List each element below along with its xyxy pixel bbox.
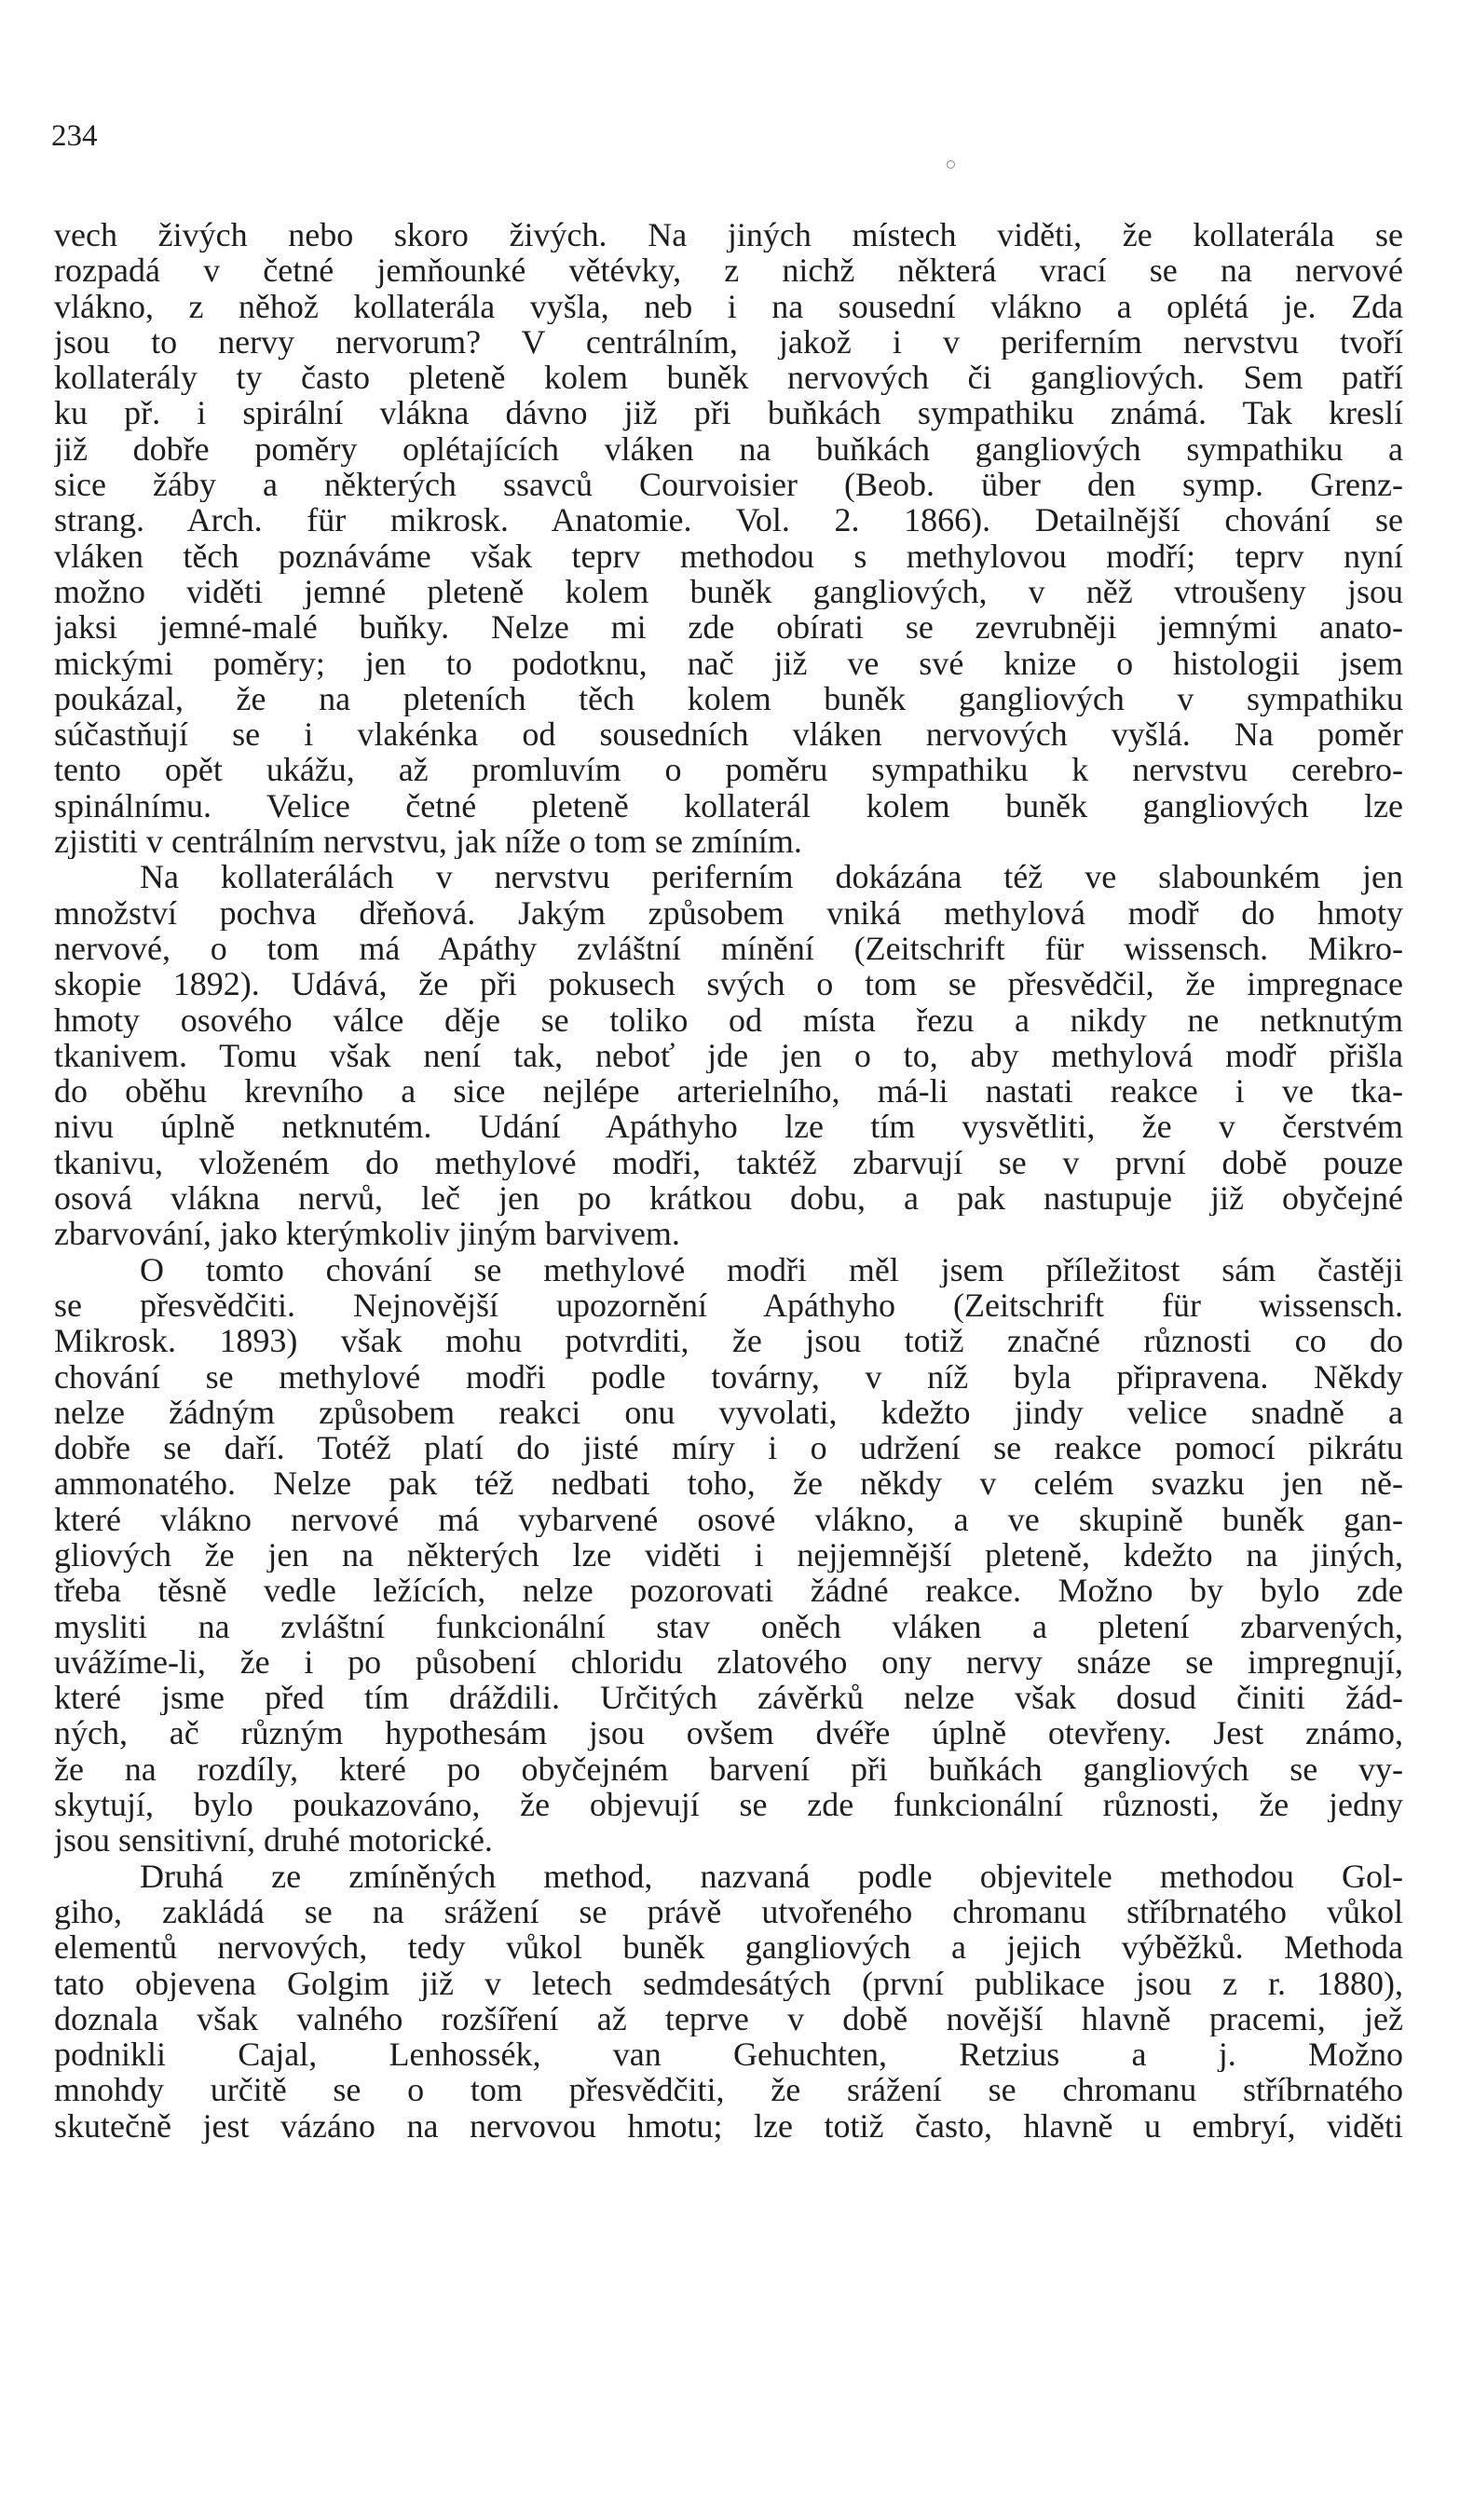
text-line: Mikrosk. 1893) však mohu potvrditi, že jsou totiž značné různosti co do [54,1323,1403,1359]
text-line: třeba těsně vedle ležících, nelze pozorovati žádné reakce. Možno by bylo zde [54,1573,1403,1609]
text-line: které vlákno nervové má vybarvené osové vlákno, a ve skupině buněk gan- [54,1501,1403,1537]
text-line: které jsme před tím dráždili. Určitých závěrků nelze však dosud činiti žád- [54,1680,1403,1716]
text-line: dobře se daří. Totéž platí do jisté míry i o udržení se reakce pomocí pikrátu [54,1430,1403,1466]
text-line: podnikli Cajal, Lenhossék, van Gehuchten, Retzius a j. Možno [54,2036,1403,2073]
text-line: nelze žádným způsobem reakci onu vyvolati, kdežto jindy velice snadně a [54,1394,1403,1431]
text-line: strang. Arch. für mikrosk. Anatomie. Vol. 2. 1866). Detailnější chování se [54,502,1403,538]
text-line: zjistiti v centrálním nervstvu, jak níže o tom se zmíním. [54,824,802,860]
text-line: mnohdy určitě se o tom přesvědčiti, že srážení se chromanu stříbrnatého [54,2072,1403,2108]
text-line: tato objevena Golgim již v letech sedmdesátých (první publikace jsou z r. 1880), [54,1965,1403,2001]
text-line: ných, ač různým hypothesám jsou ovšem dvéře úplně otevřeny. Jest známo, [54,1715,1403,1751]
text-line: množství pochva dřeňová. Jakým způsobem vniká methylová modř do hmoty [54,894,1403,931]
text-line: zbarvování, jako kterýmkoliv jiným barvivem. [54,1216,680,1252]
text-line: vláken těch poznáváme však teprv methodou s methylovou modří; teprv nyní [54,538,1403,574]
text-line: kollaterály ty často pleteně kolem buněk nervových či gangliových. Sem patří [54,360,1403,396]
text-line: do oběhu krevního a sice nejlépe arterielního, má-li nastati reakce i ve tka- [54,1073,1403,1110]
text-line: tento opět ukážu, až promluvím o poměru sympathiku k nervstvu cerebro- [54,752,1403,788]
text-line: nivu úplně netknutém. Udání Apáthyho lze tím vysvětliti, že v čerstvém [54,1109,1403,1145]
text-line: uvážíme-li, že i po působení chloridu zlatového ony nervy snáze se impregnují, [54,1643,1403,1681]
text-line: giho, zakládá se na srážení se právě utvořeného chromanu stříbrnatého vůkol [54,1893,1403,1930]
text-line: Na kollaterálách v nervstvu periferním dokázána též ve slabounkém jen [140,859,1403,895]
text-line: ku př. i spirální vlákna dávno již při buňkách sympathiku známá. Tak kreslí [54,395,1403,431]
text-line: mysliti na zvláštní funkcionální stav oněch vláken a pletení zbarvených, [54,1608,1403,1644]
page-number: 234 [51,119,98,153]
text-line: tkanivem. Tomu však není tak, neboť jde jen o to, aby methylová modř přišla [54,1037,1403,1074]
print-speck [947,160,955,169]
text-line: mickými poměry; jen to podotknu, nač již ve své knize o histologii jsem [54,645,1403,681]
text-line: sice žáby a některých ssavců Courvoisier (Beob. über den symp. Grenz- [54,467,1403,503]
text-line: se přesvědčiti. Nejnovější upozornění Apáthyho (Zeitschrift für wissensch. [54,1287,1403,1324]
text-line: skopie 1892). Udává, že při pokusech svých o tom se přesvědčil, že impregnace [54,966,1403,1002]
text-line: skutečně jest vázáno na nervovou hmotu; lze totiž často, hlavně u embryí, viděti [54,2107,1403,2145]
text-line: osová vlákna nervů, leč jen po krátkou dobu, a pak nastupuje již obyčejné [54,1180,1403,1217]
text-line: rozpadá v četné jemňounké větévky, z nichž některá vrací se na nervové [54,252,1403,289]
text-line: Druhá ze zmíněných method, nazvaná podle objevitele methodou Gol- [140,1858,1403,1894]
text-line: nervové, o tom má Apáthy zvláštní mínění (Zeitschrift für wissensch. Mikro- [54,930,1403,967]
text-line: skytují, bylo poukazováno, že objevují se zde funkcionální různosti, že jedny [54,1787,1403,1823]
text-line: jsou sensitivní, druhé motorické. [54,1822,493,1859]
text-line: vlákno, z něhož kollaterála vyšla, neb i na sousední vlákno a oplétá je. Zda [54,288,1403,324]
text-line: elementů nervových, tedy vůkol buněk gangliových a jejich výběžků. Methoda [54,1929,1403,1966]
text-line: tkanivu, vloženém do methylové modři, taktéž zbarvují se v první době pouze [54,1144,1403,1181]
text-line: gliových že jen na některých lze viděti i nejjemnější pleteně, kdežto na jiných, [54,1536,1403,1573]
text-line: spinálnímu. Velice četné pleteně kollaterál kolem buněk gangliových lze [54,787,1403,824]
text-line: jaksi jemné-malé buňky. Nelze mi zde obírati se zevrubněji jemnými anato- [54,609,1403,646]
text-line: že na rozdíly, které po obyčejném barvení při buňkách gangliových se vy- [54,1750,1403,1788]
text-line: již dobře poměry oplétajících vláken na buňkách gangliových sympathiku a [54,430,1403,468]
text-line: O tomto chování se methylové modři měl jsem příležitost sám častěji [140,1251,1403,1287]
text-line: súčastňují se i vlakénka od sousedních vláken nervových vyšlá. Na poměr [54,716,1403,753]
text-line: poukázal, že na pleteních těch kolem buněk gangliových v sympathiku [54,680,1403,717]
text-line: ammonatého. Nelze pak též nedbati toho, že někdy v celém svazku jen ně- [54,1465,1403,1502]
text-line: možno viděti jemné pleteně kolem buněk gangliových, v něž vtroušeny jsou [54,573,1403,610]
text-line: hmoty osového válce děje se toliko od místa řezu a nikdy ne netknutým [54,1001,1403,1038]
text-line: chování se methylové modři podle továrny, v níž byla připravena. Někdy [54,1358,1403,1395]
text-line: vech živých nebo skoro živých. Na jiných místech viděti, že kollaterála se [54,217,1403,253]
text-line: doznala však valného rozšíření až teprve v době novější hlavně pracemi, jež [54,2000,1403,2037]
text-line: jsou to nervy nervorum? V centrálním, jakož i v periferním nervstvu tvoří [54,323,1403,361]
body-text [54,217,1403,2144]
